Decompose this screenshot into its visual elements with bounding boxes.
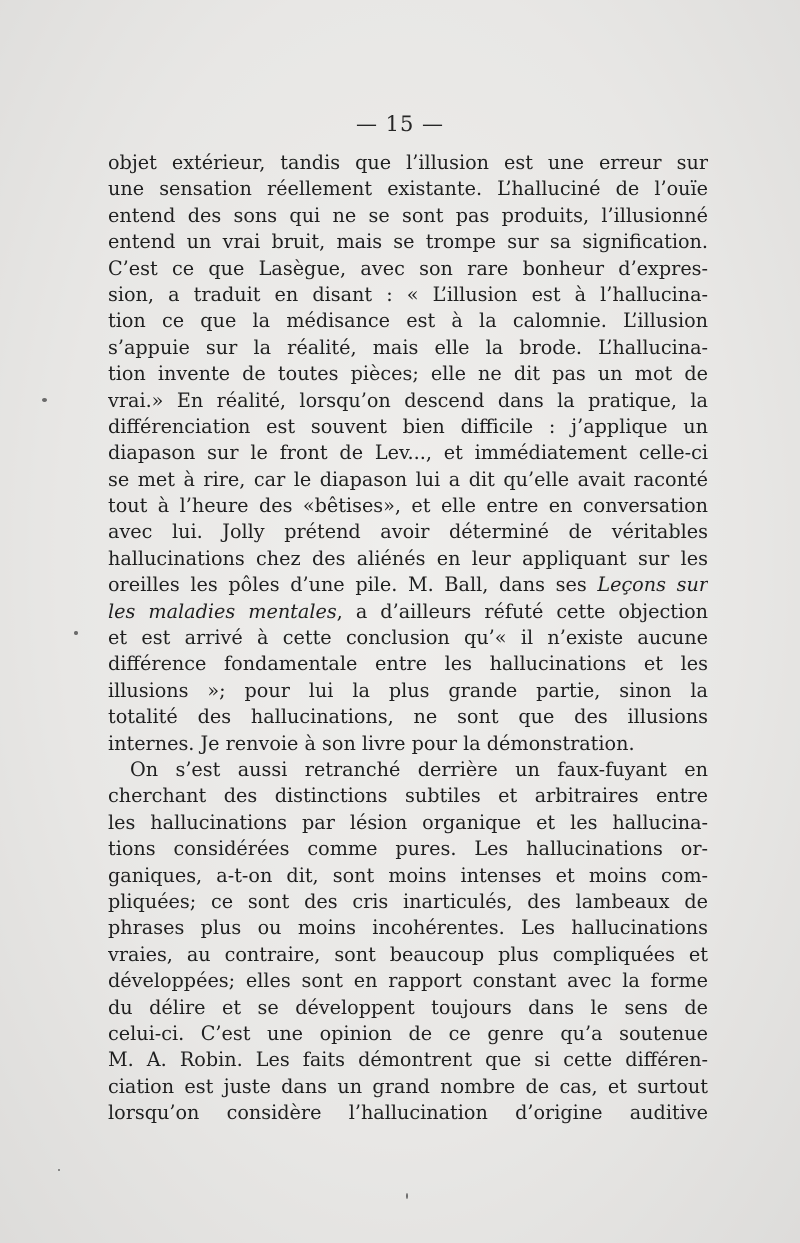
text-line: illusions »; pour lui la plus grande partie, sinon la [108,678,708,702]
text-line: vrai.» En réalité, lorsqu’on descend dans la pratique, la [108,388,708,412]
text-line: hallucinations chez des aliénés en leur appliquant sur les [108,546,708,570]
text-line: tion ce que la médisance est à la calomnie. L’illusion [108,309,708,333]
body-text [108,150,708,1126]
paper-speck [58,1169,60,1171]
text-line: objet extérieur, tandis que l’illusion est une erreur sur [108,151,708,174]
text-line: une sensation réellement existante. L’halluciné de l’ouïe [108,177,708,201]
text-line: phrases plus ou moins incohérentes. Les hallucinations [108,916,708,940]
text-line: entend des sons qui ne se sont pas produits, l’illusionné [108,203,708,227]
text-line: entend un vrai bruit, mais se trompe sur sa signification. [108,230,708,254]
text-line: développées; elles sont en rapport constant avec la forme [108,969,708,993]
text-line: cherchant des distinctions subtiles et arbitraires entre [108,784,708,808]
text-line: internes. Je renvoie à son livre pour la démonstration. [108,731,635,755]
text-line: différence fondamentale entre les hallucinations et les [108,652,708,676]
text-line: tion invente de toutes pièces; elle ne dit pas un mot de [108,362,708,386]
text-line: vraies, au contraire, sont beaucoup plus compliquées et [108,942,708,966]
text-line: celui-ci. C’est une opinion de ce genre qu’a soutenue [108,1021,708,1045]
text-line: C’est ce que Lasègue, avec son rare bonheur d’expres- [108,256,708,280]
text-line: ganiques, a-t-on dit, sont moins intenses et moins com- [108,863,708,887]
text-line: différenciation est souvent bien difficile : j’applique un [108,414,708,438]
text-line: sion, a traduit en disant : « L’illusion est à l’hallucina- [108,282,708,306]
book-title-italic: les maladies mentales [108,599,337,623]
text-line: oreilles les pôles d’une pile. M. Ball, dans ses Leçons sur [108,573,708,597]
text-line: les maladies mentales, a d’ailleurs réfuté cette objection [108,599,708,623]
text-line: avec lui. Jolly prétend avoir déterminé de véritables [108,520,708,544]
book-title-italic: Leçons sur [597,573,708,597]
text-line: s’appuie sur la réalité, mais elle la brode. L’hallucina- [108,335,708,359]
text-line: tions considérées comme pures. Les hallucinations or- [108,837,708,861]
text-line: ciation est juste dans un grand nombre de cas, et surtout [108,1074,708,1098]
text-line: pliquées; ce sont des cris inarticulés, des lambeaux de [108,889,708,913]
page-number: — 15 — [355,112,445,136]
text-line: diapason sur le front de Lev..., et immédiatement celle-ci [108,441,708,465]
text-line: totalité des hallucinations, ne sont que des illusions [108,705,708,729]
text-line: et est arrivé à cette conclusion qu’« il n’existe aucune [108,626,708,650]
text-line: les hallucinations par lésion organique et les hallucina- [108,810,708,834]
paper-speck [42,398,47,402]
paper-speck [74,631,78,635]
text-line: tout à l’heure des «bêtises», et elle entre en conversation [108,494,708,518]
text-line: se met à rire, car le diapason lui a dit qu’elle avait raconté [108,467,708,491]
text-line: On s’est aussi retranché derrière un faux-fuyant en [130,757,708,781]
text-line: M. A. Robin. Les faits démontrent que si cette différen- [108,1048,708,1072]
paper-speck [406,1193,408,1199]
text-line: lorsqu’on considère l’hallucination d’origine auditive [108,1101,708,1125]
text-line: du délire et se développent toujours dans le sens de [108,995,708,1019]
